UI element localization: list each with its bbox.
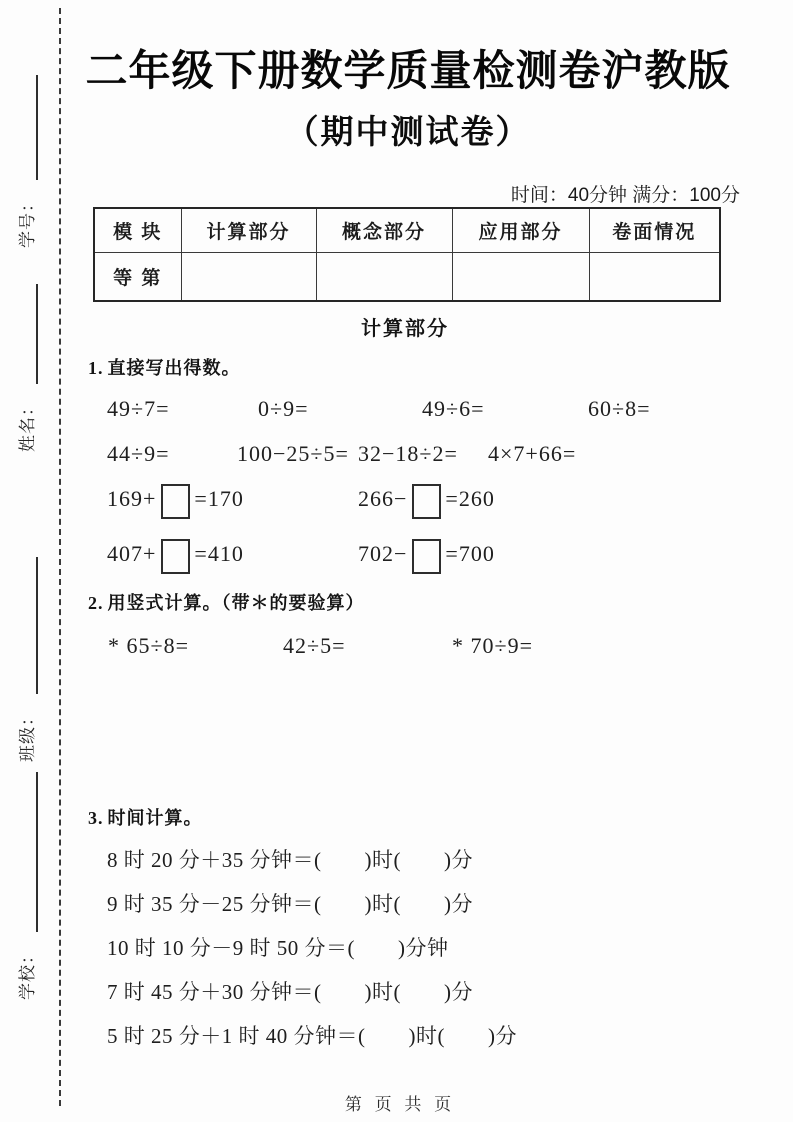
q1-expression: 49÷7=: [107, 396, 170, 421]
score-header-neatness: 卷面情况: [589, 208, 720, 253]
question-2-heading: [88, 589, 365, 615]
q3-time-problem: 5 时 25 分＋1 时 40 分钟＝( )时( )分: [107, 1024, 517, 1048]
score-table-grade-row: [94, 253, 720, 302]
score-header-concept: 概念部分: [316, 208, 452, 253]
q1-expression: 4×7+66=: [488, 441, 577, 466]
fill-pre: 169+: [107, 485, 157, 511]
sidebar-field-student-id: [12, 75, 38, 248]
sidebar-field-class: [12, 557, 38, 762]
q2-expression: 42÷5=: [283, 633, 346, 658]
student-id-label: 学号：: [18, 194, 37, 248]
q1-expression: 44÷9=: [107, 441, 170, 466]
paper-subtitle: （期中测试卷）: [285, 113, 531, 150]
question-2-number: 2.: [88, 593, 104, 613]
fill-post: =170: [194, 485, 244, 511]
score-header-calculation: 计算部分: [181, 208, 316, 253]
student-id-blank-line: [14, 75, 38, 180]
question-3-title: 时间计算。: [107, 808, 203, 828]
q3-time-problem: 9 时 35 分－25 分钟＝( )时( )分: [107, 892, 473, 916]
q1-expression: 60÷8=: [588, 396, 651, 421]
school-blank-line: [14, 772, 38, 932]
score-table-header-row: [94, 208, 720, 253]
q3-time-problem: 7 时 45 分＋30 分钟＝( )时( )分: [107, 980, 473, 1004]
time-score-info: 时间：40分钟 满分：100分: [510, 185, 740, 206]
q1-fill-blank-equation: [358, 481, 495, 516]
answer-box: [161, 539, 190, 574]
page-number-footer: 第 页 共 页: [344, 1095, 456, 1114]
q2-expression: * 65÷8=: [108, 633, 189, 658]
fill-post: =410: [194, 540, 244, 566]
q1-fill-blank-equation: [358, 536, 495, 571]
grade-cell-neatness: [589, 253, 720, 302]
q1-fill-blank-equation: [107, 481, 244, 516]
q2-expression: * 70÷9=: [452, 633, 533, 658]
grade-row-label: 等 第: [94, 253, 181, 302]
grade-cell-application: [452, 253, 589, 302]
fill-pre: 407+: [107, 540, 157, 566]
score-header-application: 应用部分: [452, 208, 589, 253]
fill-post: =260: [445, 485, 495, 511]
paper-title: 二年级下册数学质量检测卷沪教版: [85, 47, 731, 94]
student-name-blank-line: [14, 284, 38, 384]
q1-expression: 32−18÷2=: [358, 441, 458, 466]
answer-box: [161, 484, 190, 519]
grade-cell-concept: [316, 253, 452, 302]
sidebar-field-school: [12, 772, 38, 1000]
question-2-title: 用竖式计算。（带＊的要验算）: [107, 593, 365, 613]
score-header-module: 模 块: [94, 208, 181, 253]
sidebar-field-student-name: [12, 284, 38, 452]
answer-box: [412, 484, 441, 519]
fill-post: =700: [445, 540, 495, 566]
q1-expression: 100−25÷5=: [237, 441, 349, 466]
q3-time-problem: 8 时 20 分＋35 分钟＝( )时( )分: [107, 848, 473, 872]
fill-pre: 702−: [358, 540, 408, 566]
grade-cell-calculation: [181, 253, 316, 302]
class-label: 班级：: [18, 708, 37, 762]
score-table: [93, 207, 721, 302]
question-1-heading: [88, 354, 241, 380]
section-title-calculation: 计算部分: [361, 318, 449, 340]
student-name-label: 姓名：: [18, 398, 37, 452]
question-3-heading: [88, 804, 203, 830]
answer-box: [412, 539, 441, 574]
question-1-number: 1.: [88, 358, 104, 378]
question-1-title: 直接写出得数。: [107, 358, 241, 378]
q1-expression: 0÷9=: [258, 396, 309, 421]
fill-pre: 266−: [358, 485, 408, 511]
class-blank-line: [14, 557, 38, 694]
question-3-number: 3.: [88, 808, 104, 828]
q1-fill-blank-equation: [107, 536, 244, 571]
q1-expression: 49÷6=: [422, 396, 485, 421]
seal-fold-dashed-line: [59, 8, 61, 1106]
school-label: 学校：: [18, 946, 37, 1000]
q3-time-problem: 10 时 10 分－9 时 50 分＝( )分钟: [107, 936, 449, 960]
